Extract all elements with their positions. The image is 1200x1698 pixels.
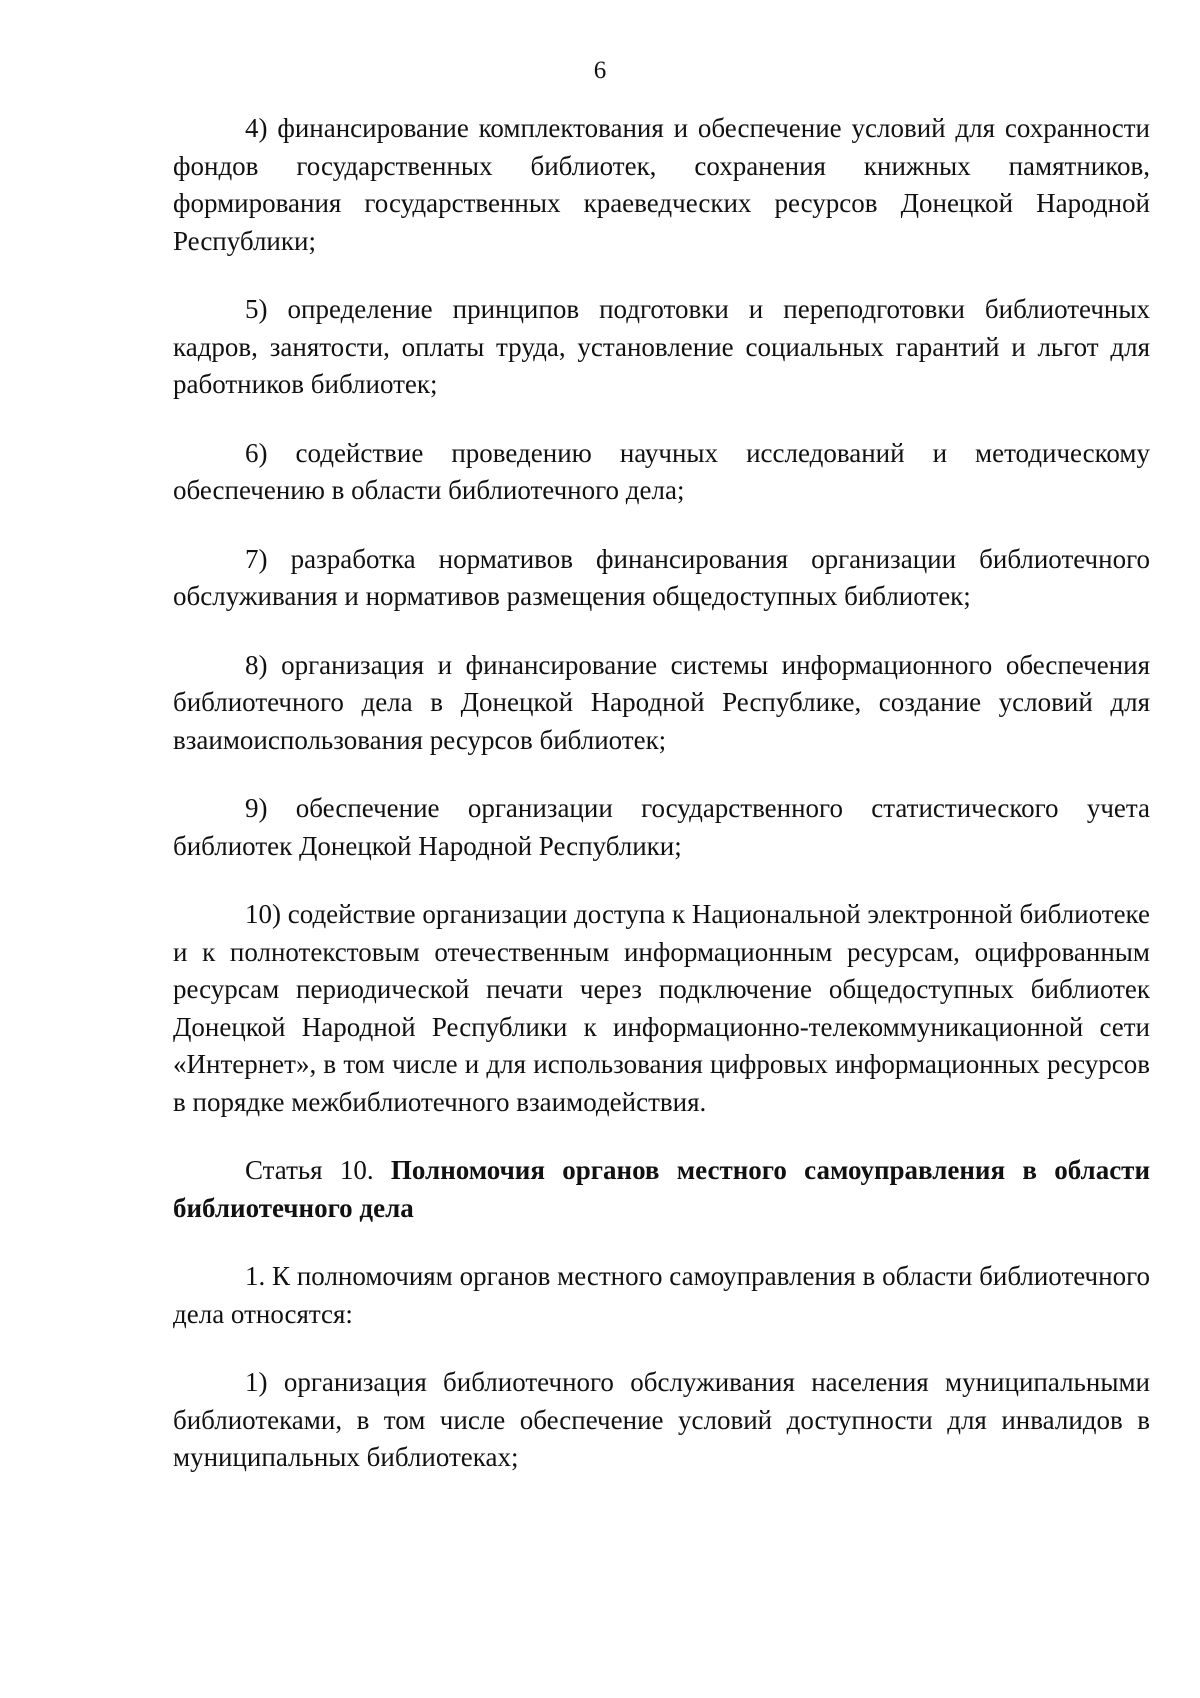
article-label: Статья 10. [245,1155,391,1185]
list-item-10: 10) содействие организации доступа к Национальной электронной библиотеке и к полнотекстовым отечественным информационным ресурсам, оцифрованным ресурсам периодической печати через подключение общедоступных библиотек Донецкой Народной Республики к информационно-телекоммуникационной сети «Интернет», в том числе и для использования цифровых информационных ресурсов в порядке межбиблиотечного взаимодействия. [173,899,1150,1117]
list-item-9: 9) обеспечение организации государственного статистического учета библиотек Донецкой Народной Республики; [173,793,1150,861]
list-item-6: 6) содействие проведению научных исследований и методическому обеспечению в области библиотечного дела; [173,437,1150,505]
article-heading [173,1152,1150,1227]
page-number: 6 [593,57,607,84]
list-item-8: 8) организация и финансирование системы информационного обеспечения библиотечного дела в Донецкой Народной Республике, создание условий для взаимоиспользования ресурсов библиотек; [173,649,1150,755]
article-subitem-1: 1) организация библиотечного обслуживания населения муниципальными библиотеками, в том числе обеспечение условий доступности для инвалидов в муниципальных библиотеках; [173,1367,1150,1472]
document-body [173,110,1150,1477]
list-item-4: 4) финансирование комплектования и обеспечение условий для сохранности фондов государственных библиотек, сохранения книжных памятников, формирования государственных краеведческих ресурсов Донецкой Народной Республики; [173,113,1150,256]
article-point-1: 1. К полномочиям органов местного самоуправления в области библиотечного дела относятся: [173,1261,1150,1329]
article-title: Полномочия органов местного самоуправления в области библиотечного дела [173,1155,1151,1223]
list-item-5: 5) определение принципов подготовки и переподготовки библиотечных кадров, занятости, оплаты труда, установление социальных гарантий и льгот для работников библиотек; [173,294,1150,399]
list-item-7: 7) разработка нормативов финансирования организации библиотечного обслуживания и нормативов размещения общедоступных библиотек; [173,543,1150,611]
